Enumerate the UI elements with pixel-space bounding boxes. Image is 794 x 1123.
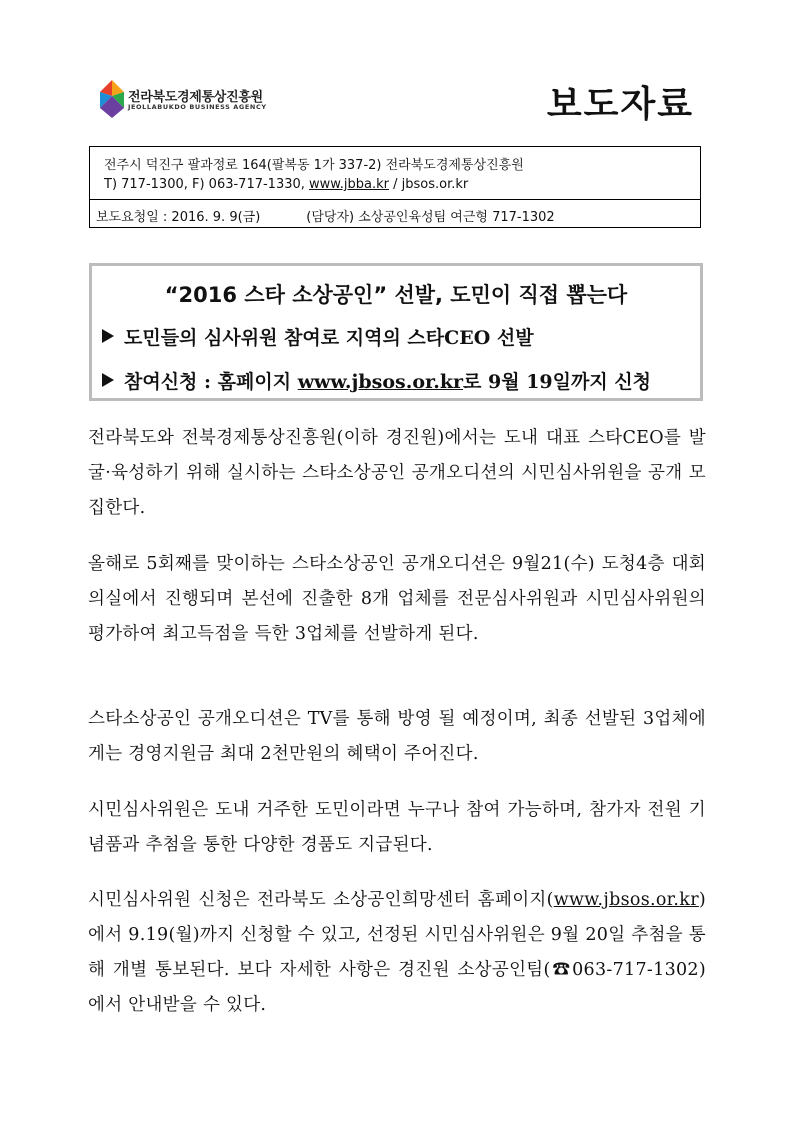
info-divider xyxy=(90,199,700,200)
manager-contact: (담당자) 소상공인육성팀 여근형 717-1302 xyxy=(306,210,555,225)
body-paragraph-1: 전라북도와 전북경제통상진흥원(이하 경진원)에서는 도내 대표 스타CEO를 발굴·육성하기 위해 실시하는 스타소상공인 공개오디션의 시민심사위원을 공개 모집한다. xyxy=(88,428,706,518)
body-paragraph-4: 시민심사위원은 도내 거주한 도민이라면 누구나 참여 가능하며, 참가자 전원 기념품과 추첨을 통한 다양한 경품도 지급된다. xyxy=(88,800,706,855)
request-date: 보도요청일 : 2016. 9. 9(금) xyxy=(96,210,261,225)
document-title: 보도자료 xyxy=(546,84,694,125)
subheadline-2 xyxy=(102,367,651,394)
subheadline-2-pre: 참여신청 : 홈페이지 xyxy=(124,371,298,393)
body-paragraph-2: 올해로 5회째를 맞이하는 스타소상공인 공개오디션은 9월21(수) 도청4층 대회의실에서 진행되며 본선에 진출한 8개 업체를 전문심사위원과 시민심사위원의 평가하여 최고득점을 득한 3업체를 선발하게 된다. xyxy=(88,554,706,644)
headline-title: “2016 스타 소상공인” 선발, 도민이 직접 뽑는다 xyxy=(164,283,628,307)
website-secondary: / jbsos.or.kr xyxy=(388,177,469,192)
body-paragraph-3: 스타소상공인 공개오디션은 TV를 통해 방영 될 예정이며, 최종 선발된 3업체에게는 경영지원금 최대 2천만원의 혜택이 주어진다. xyxy=(88,709,706,764)
body-paragraph-5-link[interactable]: www.jbsos.or.kr xyxy=(553,890,699,910)
subheadline-2-link[interactable]: www.jbsos.or.kr xyxy=(297,371,464,393)
website-link[interactable]: www.jbba.kr xyxy=(309,177,389,192)
logo-mark-icon xyxy=(98,74,126,122)
contact-line xyxy=(104,177,468,192)
subheadline-1 xyxy=(102,323,534,350)
subheadline-1-text: 도민들의 심사위원 참여로 지역의 스타CEO 선발 xyxy=(124,327,534,349)
triangle-bullet-icon xyxy=(102,373,114,387)
address-line: 전주시 덕진구 팔과정로 164(팔복동 1가 337-2) 전라북도경제통상진흥원 xyxy=(104,158,524,173)
body-paragraph-5-pre: 시민심사위원 신청은 전라북도 소상공인희망센터 홈페이지( xyxy=(88,890,554,910)
headline-box xyxy=(89,263,703,401)
contact-info-box xyxy=(89,146,701,228)
phone-fax-text: T) 717-1300, F) 063-717-1330, xyxy=(104,177,310,192)
body-paragraph-5-post: )에서 9.19(월)까지 신청할 수 있고, 선정된 시민심사위원은 9월 20일 추첨을 통해 개별 통보된다. 보다 자세한 사항은 경진원 소상공인팀(☎063-717-1302)에서 안내받을 수 있다. xyxy=(88,890,706,1015)
body-paragraph-5 xyxy=(88,883,706,1023)
subheadline-2-post: 로 9월 19일까지 신청 xyxy=(463,371,652,393)
logo-name-korean: 전라북도경제통상진흥원 xyxy=(128,90,263,105)
logo-name-english: JEOLLABUKDO BUSINESS AGENCY xyxy=(128,103,267,111)
request-line xyxy=(96,206,555,225)
triangle-bullet-icon xyxy=(102,329,114,343)
agency-logo xyxy=(98,74,358,122)
